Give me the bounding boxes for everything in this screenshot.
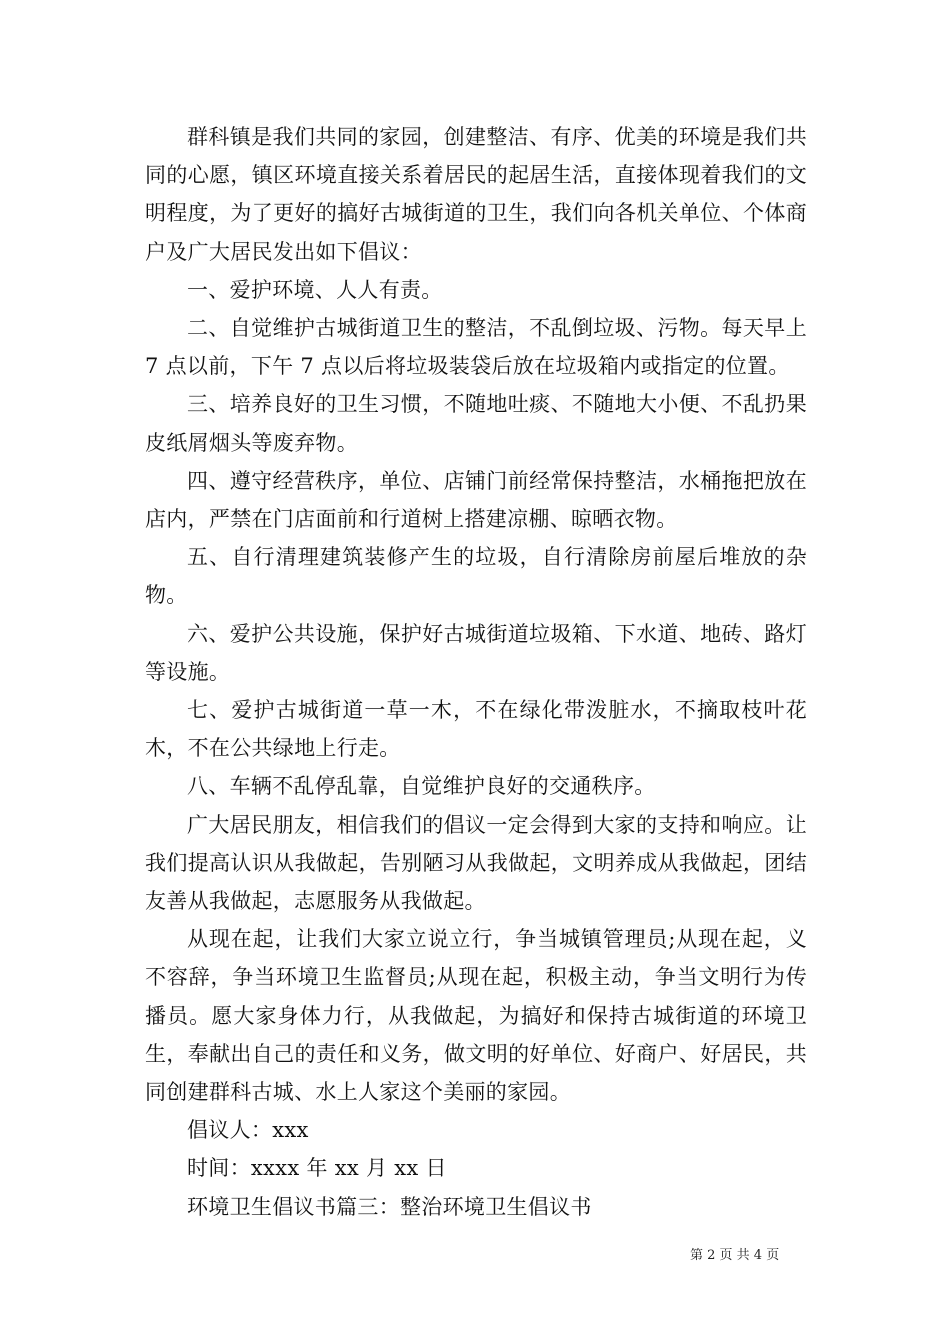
signature-initiator: 倡议人：xxx: [187, 1118, 309, 1143]
paragraph-item-2: 二、自觉维护古城街道卫生的整洁，不乱倒垃圾、污物。每天早上 7 点以前，下午 7 点以后将垃圾装袋后放在垃圾箱内或指定的位置。: [145, 316, 807, 379]
paragraph-item-1: 一、爱护环境、人人有责。: [187, 277, 443, 302]
paragraph-item-5: 五、自行清理建筑装修产生的垃圾，自行清除房前屋后堆放的杂物。: [145, 545, 807, 608]
paragraph-item-3: 三、培养良好的卫生习惯，不随地吐痰、不随地大小便、不乱扔果皮纸屑烟头等废弃物。: [145, 392, 807, 455]
page-number: 第 2 页 共 4 页: [690, 1248, 780, 1263]
document-body: [145, 118, 807, 1226]
next-section-title: 环境卫生倡议书篇三：整治环境卫生倡议书: [187, 1194, 592, 1219]
paragraph-appeal: 广大居民朋友，相信我们的倡议一定会得到大家的支持和响应。让我们提高认识从我做起，告别陋习从我做起，文明养成从我做起，团结友善从我做起，志愿服务从我做起。: [145, 812, 807, 914]
paragraph-item-7: 七、爱护古城街道一草一木，不在绿化带泼脏水，不摘取枝叶花木，不在公共绿地上行走。: [145, 698, 807, 761]
signature-date: 时间：xxxx 年 xx 月 xx 日: [187, 1156, 447, 1181]
paragraph-item-8: 八、车辆不乱停乱靠，自觉维护良好的交通秩序。: [187, 774, 656, 799]
paragraph-item-4: 四、遵守经营秩序，单位、店铺门前经常保持整洁，水桶拖把放在店内，严禁在门店面前和行道树上搭建凉棚、晾晒衣物。: [145, 468, 807, 532]
paragraph-intro: 群科镇是我们共同的家园，创建整洁、有序、优美的环境是我们共同的心愿，镇区环境直接关系着居民的起居生活，直接体现着我们的文明程度，为了更好的搞好古城街道的卫生，我们向各机关单位、个体商户及广大居民发出如下倡议：: [145, 125, 807, 264]
paragraph-call-to-action: 从现在起，让我们大家立说立行，争当城镇管理员;从现在起，义不容辞，争当环境卫生监督员;从现在起，积极主动，争当文明行为传播员。愿大家身体力行，从我做起，为搞好和保持古城街道的环境卫生，奉献出自己的责任和义务，做文明的好单位、好商户、好居民，共同创建群科古城、水上人家这个美丽的家园。: [145, 927, 807, 1105]
paragraph-item-6: 六、爱护公共设施，保护好古城街道垃圾箱、下水道、地砖、路灯等设施。: [145, 621, 807, 684]
